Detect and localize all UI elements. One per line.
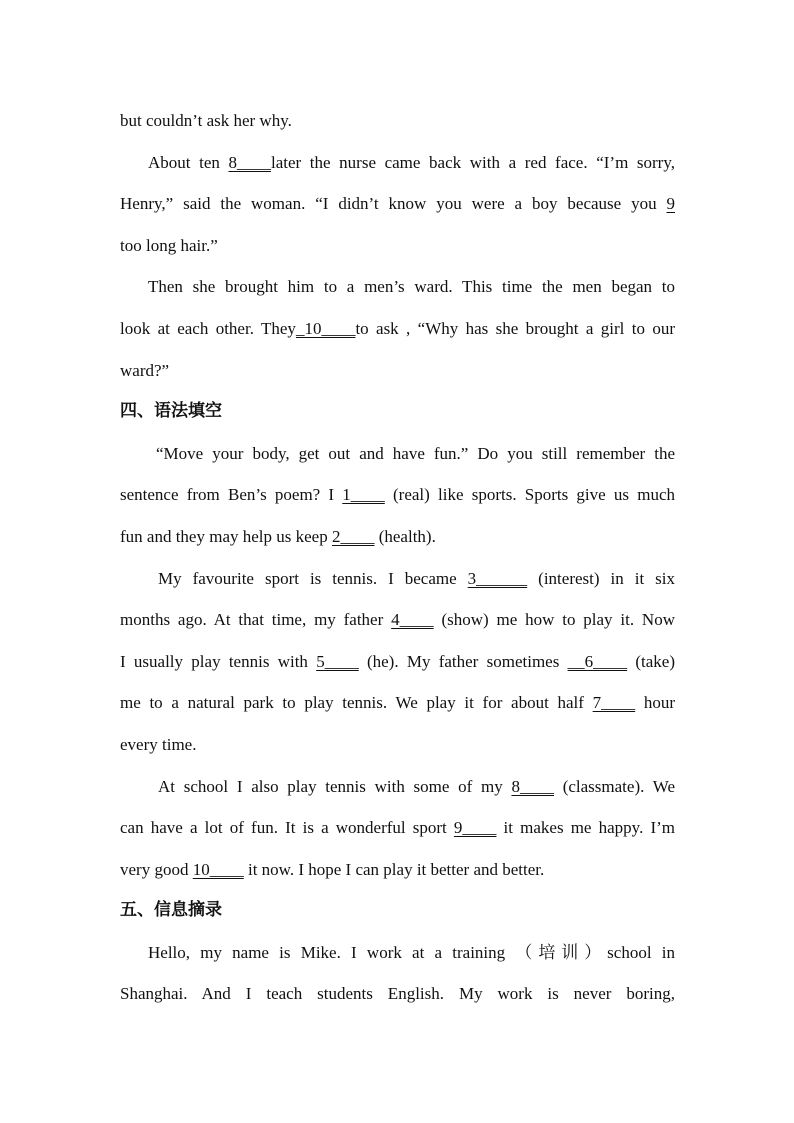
s4-text: “Move your body, get out and have fun.” Do you still remember the [156, 443, 675, 463]
s4-p1-line-1 [120, 433, 675, 475]
document-content [120, 100, 675, 1015]
story-line-1 [120, 100, 675, 142]
story-text: but couldn’t ask her why. [120, 111, 292, 130]
ward-paragraph-line-1 [120, 266, 675, 308]
s4-p3-line-1 [120, 766, 675, 808]
section-4-heading [120, 391, 675, 433]
ward-text: to ask , “Why has she brought a girl to our [355, 318, 675, 338]
blank-2: 2____ [331, 526, 375, 546]
nurse-text: About ten [148, 152, 229, 172]
ward-text: look at each other. They [120, 318, 296, 338]
s4-text: I usually play tennis with [120, 651, 317, 671]
s4-text: (show) me how to play it. Now [433, 610, 675, 630]
ward-text: Then she brought him to a men’s ward. This time the men began to [148, 277, 675, 297]
blank-10: _10____ [295, 318, 356, 338]
nurse-text: too long hair.” [120, 235, 218, 255]
s4-text: it now. I hope I can play it better and better. [243, 859, 545, 879]
s4-text: (take) [627, 651, 675, 671]
blank-1: 1____ [342, 485, 385, 505]
ward-paragraph-line-2 [120, 308, 675, 350]
s4-p1-line-3 [120, 516, 675, 558]
s4-p3-line-2 [120, 807, 675, 849]
s4-text: (real) like sports. Sports give us much [384, 485, 675, 505]
blank-10: 10____ [192, 859, 244, 879]
nurse-paragraph-line-2 [120, 183, 675, 225]
s4-p2-line-3 [120, 641, 675, 683]
s4-p2-line-5 [120, 724, 675, 766]
s4-text: (interest) in it six [527, 568, 675, 588]
nurse-paragraph-line-3 [120, 225, 675, 267]
blank-6: __6____ [567, 651, 628, 671]
s4-text: months ago. At that time, my father [120, 610, 392, 630]
s4-text: fun and they may help us keep [120, 526, 332, 546]
blank-8: 8____ [228, 152, 271, 172]
s4-text: me to a natural park to play tennis. We play it for about half [120, 693, 593, 713]
s5-text: Hello, my name is Mike. I work at a training （培训）school in [148, 942, 675, 962]
blank-4: 4____ [391, 610, 434, 630]
s4-text: every time. [120, 734, 197, 754]
s4-text: hour [635, 693, 675, 713]
s4-text: (classmate). We [553, 776, 675, 796]
s4-p2-line-2 [120, 599, 675, 641]
blank-9: 9 [666, 194, 675, 214]
blank-7: 7____ [592, 693, 636, 713]
section-5-heading [120, 890, 675, 932]
s4-p1-line-2 [120, 474, 675, 516]
ward-paragraph-line-3 [120, 350, 675, 392]
section-title: 五、信息摘录 [120, 900, 222, 921]
ward-text: ward?” [120, 360, 170, 380]
s5-text: Shanghai. And I teach students English. My work is never boring, [120, 984, 675, 1004]
s4-text: it makes me happy. I’m [496, 818, 675, 838]
blank-8: 8____ [511, 776, 554, 796]
s4-p2-line-4 [120, 682, 675, 724]
s4-text: sentence from Ben’s poem? I [120, 485, 343, 505]
s4-text: My favourite sport is tennis. I became [158, 568, 468, 588]
s5-p1-line-1 [120, 932, 675, 974]
blank-5: 5____ [316, 651, 359, 671]
s4-text: very good [120, 859, 193, 879]
blank-9: 9____ [453, 818, 497, 838]
nurse-paragraph-line-1 [120, 142, 675, 184]
s4-text: can have a lot of fun. It is a wonderful sport [120, 818, 454, 838]
s4-p3-line-3 [120, 849, 675, 891]
blank-3: 3______ [467, 568, 528, 588]
nurse-text: Henry,” said the woman. “I didn’t know you were a boy because you [120, 194, 667, 214]
section-title: 四、语法填空 [120, 401, 222, 422]
s4-p2-line-1 [120, 558, 675, 600]
s4-text: At school I also play tennis with some of my [158, 776, 512, 796]
nurse-text: later the nurse came back with a red face. “I’m sorry, [270, 152, 675, 172]
s5-p1-line-2 [120, 973, 675, 1015]
s4-text: (he). My father sometimes [358, 651, 568, 671]
s4-text: (health). [374, 526, 436, 546]
